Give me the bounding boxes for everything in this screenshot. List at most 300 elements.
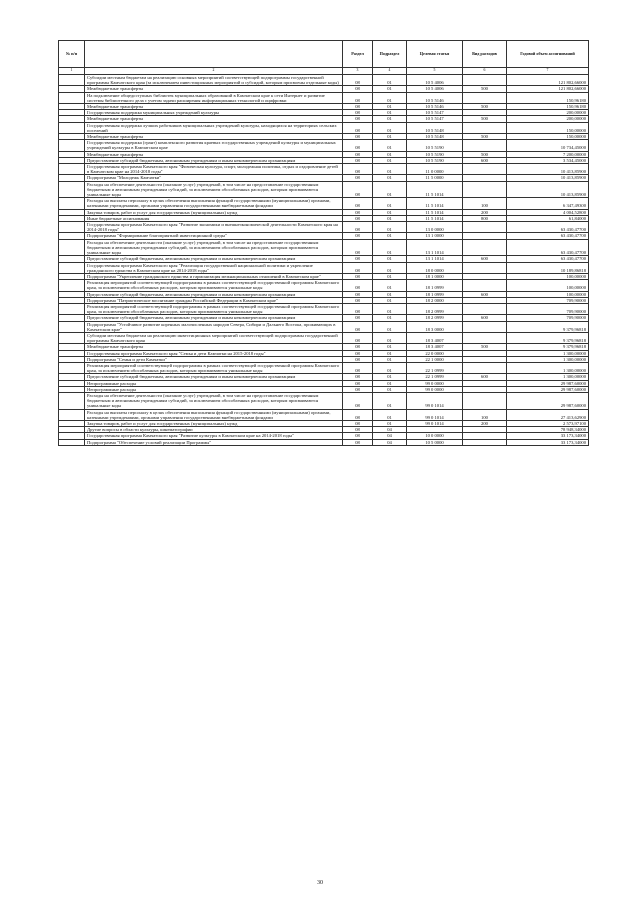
column-number: 2	[85, 68, 343, 75]
row-podrazdel-cell: 01	[373, 280, 407, 291]
row-name-cell: Реализация мероприятий соответствующей подпрограммы в рамках соответствующей государственной программы Камчатского края, за исключением обособленных расходов, которым присваиваются уникальные коды	[85, 303, 343, 314]
row-podrazdel-cell: 01	[373, 198, 407, 209]
header-expense-type: Вид расходов	[463, 41, 507, 68]
row-name-cell: Субсидии местным бюджетам на реализацию основных мероприятий соответствующей подпрограммы государственной программы Камчатского края (за исключением инвестиционных мероприятий и субсидий, которым присвоены отдельные коды)	[85, 75, 343, 86]
row-podrazdel-cell: 01	[373, 110, 407, 116]
row-name-cell: Подпрограмма "Устойчивое развитие коренных малочисленных народов Севера, Сибири и Дальнего Востока, проживающих в Камчатском крае"	[85, 321, 343, 332]
row-expense-type-cell: 500	[463, 151, 507, 157]
row-target-article-cell: 13 1 1014	[407, 256, 463, 262]
row-name-cell: Подпрограмма "Обеспечение условий реализации Программы"	[85, 439, 343, 445]
row-name-cell: Расходы на обеспечение деятельности (оказание услуг) учреждений, в том числе на предоставление государственным бюджетным и автономным учреждениям субсидий, за исключением обособленных расходов, которым присваиваются уникальные коды	[85, 181, 343, 198]
row-podrazdel-cell: 01	[373, 181, 407, 198]
row-podrazdel-cell: 01	[373, 321, 407, 332]
row-amount-cell: 29 987,60000	[507, 386, 589, 392]
row-name-cell: Непрограммные расходы	[85, 380, 343, 386]
row-number-cell	[59, 92, 85, 103]
row-target-article-cell: 13 1 1014	[407, 239, 463, 256]
row-amount-cell: 100,00000	[507, 273, 589, 279]
row-expense-type-cell	[463, 332, 507, 343]
row-target-article-cell: 22 1 0000	[407, 356, 463, 362]
row-razdel-cell: 08	[343, 209, 373, 215]
row-name-cell: Подпрограмма "Формирование благоприятной инвестиционной среды"	[85, 233, 343, 239]
row-target-article-cell: 11 0 0000	[407, 164, 463, 175]
table-row	[59, 92, 589, 103]
row-podrazdel-cell: 01	[373, 215, 407, 221]
row-podrazdel-cell: 01	[373, 297, 407, 303]
row-expense-type-cell	[463, 321, 507, 332]
row-amount-cell: 6 347,49300	[507, 198, 589, 209]
table-body	[59, 75, 589, 446]
row-amount-cell: 63 430,47700	[507, 256, 589, 262]
row-razdel-cell: 08	[343, 222, 373, 233]
row-expense-type-cell: 200	[463, 420, 507, 426]
row-number-cell	[59, 409, 85, 420]
row-target-article-cell: 18 3 4007	[407, 332, 463, 343]
row-name-cell: Расходы на выплаты персоналу в целях обеспечения выполнения функций государственными (муниципальными) органами, казенными учреждениями, органами управления государственными внебюджетными фондами	[85, 198, 343, 209]
row-name-cell: Другие вопросы в области культуры, кинематографии	[85, 427, 343, 433]
row-amount-cell: 121 802,66000	[507, 86, 589, 92]
row-expense-type-cell: 600	[463, 291, 507, 297]
row-target-article-cell: 11 5 0000	[407, 175, 463, 181]
row-expense-type-cell: 600	[463, 157, 507, 163]
row-expense-type-cell	[463, 222, 507, 233]
row-target-article-cell: 10 5 4006	[407, 75, 463, 86]
row-expense-type-cell	[463, 303, 507, 314]
row-podrazdel-cell: 01	[373, 386, 407, 392]
row-number-cell	[59, 198, 85, 209]
table-header-row	[59, 41, 589, 68]
row-target-article-cell: 22 1 0999	[407, 374, 463, 380]
row-podrazdel-cell: 01	[373, 303, 407, 314]
row-name-cell: Межбюджетные трансферты	[85, 344, 343, 350]
row-expense-type-cell: 600	[463, 374, 507, 380]
row-target-article-cell: 10 5 5148	[407, 134, 463, 140]
row-amount-cell: 100,00000	[507, 280, 589, 291]
page-number: 30	[317, 880, 323, 886]
row-podrazdel-cell: 01	[373, 164, 407, 175]
budget-table-sheet	[58, 40, 588, 446]
row-name-cell: Государственная программа Камчатского края "Физическая культура, спорт, молодежная политика, отдых и оздоровление детей в Камчатском крае на 2014-2018 годы"	[85, 164, 343, 175]
row-amount-cell: 63 430,47700	[507, 239, 589, 256]
row-razdel-cell: 08	[343, 198, 373, 209]
column-number: 7	[507, 68, 589, 75]
row-expense-type-cell	[463, 75, 507, 86]
row-amount-cell: 10 413,85900	[507, 175, 589, 181]
row-razdel-cell: 08	[343, 239, 373, 256]
row-razdel-cell: 08	[343, 409, 373, 420]
row-target-article-cell: 10 5 5147	[407, 110, 463, 116]
row-number-cell	[59, 140, 85, 151]
row-amount-cell: 63 430,47700	[507, 233, 589, 239]
row-podrazdel-cell: 04	[373, 439, 407, 445]
row-podrazdel-cell: 01	[373, 409, 407, 420]
row-target-article-cell: 22 0 0000	[407, 350, 463, 356]
row-podrazdel-cell: 01	[373, 222, 407, 233]
row-podrazdel-cell: 04	[373, 427, 407, 433]
row-name-cell: Предоставление субсидий бюджетным, автономным учреждениям и иным некоммерческим организациям	[85, 256, 343, 262]
row-target-article-cell: 99 0 1014	[407, 409, 463, 420]
row-expense-type-cell	[463, 140, 507, 151]
row-target-article-cell: 13 1 0000	[407, 233, 463, 239]
row-razdel-cell: 08	[343, 315, 373, 321]
row-podrazdel-cell: 01	[373, 392, 407, 409]
row-target-article-cell: 11 5 1014	[407, 209, 463, 215]
row-amount-cell: 78 948,34000	[507, 427, 589, 433]
row-name-cell: Предоставление субсидий бюджетным, автономным учреждениям и иным некоммерческим организациям	[85, 291, 343, 297]
row-expense-type-cell: 600	[463, 315, 507, 321]
row-target-article-cell: 18 2 0999	[407, 315, 463, 321]
table-row	[59, 262, 589, 273]
row-name-cell: Подпрограмма "Семья и дети Камчатки"	[85, 356, 343, 362]
header-target-article: Целевая статья	[407, 41, 463, 68]
row-podrazdel-cell: 01	[373, 362, 407, 373]
row-podrazdel-cell: 01	[373, 92, 407, 103]
row-expense-type-cell: 100	[463, 409, 507, 420]
row-razdel-cell: 08	[343, 110, 373, 116]
row-amount-cell: 9 379,96818	[507, 344, 589, 350]
table-row	[59, 164, 589, 175]
row-expense-type-cell: 600	[463, 256, 507, 262]
row-razdel-cell: 08	[343, 321, 373, 332]
row-expense-type-cell: 500	[463, 116, 507, 122]
column-number: 6	[463, 68, 507, 75]
row-name-cell: Расходы на обеспечение деятельности (оказание услуг) учреждений, в том числе на предоставление государственным бюджетным и автономным учреждениям субсидий, за исключением обособленных расходов, которым присваиваются уникальные коды	[85, 392, 343, 409]
row-target-article-cell: 10 0 0000	[407, 433, 463, 439]
row-number-cell	[59, 75, 85, 86]
column-number: 4	[373, 68, 407, 75]
row-podrazdel-cell: 01	[373, 332, 407, 343]
row-name-cell: Подпрограмма "Патриотическое воспитание граждан Российской Федерации в Камчатском крае"	[85, 297, 343, 303]
row-razdel-cell: 08	[343, 439, 373, 445]
row-target-article-cell: 99 0 1014	[407, 420, 463, 426]
row-name-cell: Подпрограмма "Укрепление гражданского единства и гармонизация межнациональных отношений в Камчатском крае"	[85, 273, 343, 279]
row-amount-cell: 3 534,45000	[507, 157, 589, 163]
table-row	[59, 122, 589, 133]
row-razdel-cell: 08	[343, 362, 373, 373]
row-name-cell: Расходы на обеспечение деятельности (оказание услуг) учреждений, в том числе на предоставление государственным бюджетным и автономным учреждениям субсидий, за исключением обособленных расходов, которым присваиваются уникальные коды	[85, 239, 343, 256]
row-razdel-cell: 08	[343, 297, 373, 303]
column-number-row	[59, 68, 589, 75]
row-razdel-cell: 08	[343, 122, 373, 133]
row-name-cell: Иные бюджетные ассигнования	[85, 215, 343, 221]
row-target-article-cell: 11 5 1014	[407, 198, 463, 209]
table-row	[59, 439, 589, 445]
row-razdel-cell: 08	[343, 420, 373, 426]
row-podrazdel-cell: 01	[373, 175, 407, 181]
row-podrazdel-cell: 01	[373, 350, 407, 356]
row-expense-type-cell: 100	[463, 198, 507, 209]
row-name-cell: Субсидии местным бюджетам на реализацию инвестиционных мероприятий соответствующей подпрограммы государственной программы Камчатского края	[85, 332, 343, 343]
table-row	[59, 280, 589, 291]
row-podrazdel-cell: 01	[373, 122, 407, 133]
row-podrazdel-cell: 04	[373, 433, 407, 439]
header-name	[85, 41, 343, 68]
row-target-article-cell: 99 0 0000	[407, 386, 463, 392]
row-amount-cell: 27 413,62900	[507, 409, 589, 420]
row-expense-type-cell: 500	[463, 134, 507, 140]
row-target-article-cell: 11 5 1014	[407, 215, 463, 221]
row-amount-cell: 4 004,52800	[507, 209, 589, 215]
row-number-cell	[59, 321, 85, 332]
row-target-article-cell: 10 5 5190	[407, 157, 463, 163]
table-row	[59, 332, 589, 343]
row-name-cell: Непрограммные расходы	[85, 386, 343, 392]
row-target-article-cell: 13 0 0000	[407, 222, 463, 233]
row-number-cell	[59, 262, 85, 273]
row-name-cell: Межбюджетные трансферты	[85, 104, 343, 110]
row-podrazdel-cell: 01	[373, 116, 407, 122]
row-expense-type-cell	[463, 392, 507, 409]
budget-table	[58, 40, 589, 446]
row-razdel-cell: 08	[343, 175, 373, 181]
row-target-article-cell: 22 1 0999	[407, 362, 463, 373]
table-row	[59, 222, 589, 233]
row-target-article-cell: 18 1 0000	[407, 273, 463, 279]
row-number-cell	[59, 181, 85, 198]
row-amount-cell: 150,00000	[507, 122, 589, 133]
row-razdel-cell: 08	[343, 433, 373, 439]
row-expense-type-cell: 500	[463, 86, 507, 92]
row-expense-type-cell: 500	[463, 104, 507, 110]
row-name-cell: Предоставление субсидий бюджетным, автономным учреждениям и иным некоммерческим организациям	[85, 374, 343, 380]
row-amount-cell: 121 802,66000	[507, 75, 589, 86]
row-number-cell	[59, 332, 85, 343]
row-razdel-cell: 08	[343, 134, 373, 140]
row-razdel-cell: 08	[343, 350, 373, 356]
table-row	[59, 75, 589, 86]
row-target-article-cell: 99 0 0000	[407, 380, 463, 386]
row-name-cell: Реализация мероприятий соответствующей подпрограммы в рамках соответствующей государственной программы Камчатского края, за исключением обособленных расходов, которым присваиваются уникальные коды	[85, 280, 343, 291]
row-amount-cell: 61,84000	[507, 215, 589, 221]
row-podrazdel-cell: 01	[373, 315, 407, 321]
row-name-cell: Расходы на выплаты персоналу в целях обеспечения выполнения функций государственными (муниципальными) органами, казенными учреждениями, органами управления государственными внебюджетными фондами	[85, 409, 343, 420]
row-amount-cell: 200,00000	[507, 116, 589, 122]
row-number-cell	[59, 280, 85, 291]
row-amount-cell: 7 200,00000	[507, 151, 589, 157]
row-number-cell	[59, 303, 85, 314]
row-amount-cell: 1 300,00000	[507, 356, 589, 362]
row-amount-cell: 150,96180	[507, 92, 589, 103]
row-amount-cell: 29 987,60000	[507, 380, 589, 386]
row-number-cell	[59, 239, 85, 256]
row-podrazdel-cell: 01	[373, 140, 407, 151]
row-expense-type-cell	[463, 92, 507, 103]
header-annual-amount: Годовой объем ассигнований	[507, 41, 589, 68]
row-target-article-cell: 10 5 4006	[407, 86, 463, 92]
row-target-article-cell: 10 5 5146	[407, 104, 463, 110]
row-podrazdel-cell: 01	[373, 380, 407, 386]
row-podrazdel-cell: 01	[373, 104, 407, 110]
table-row	[59, 303, 589, 314]
row-amount-cell: 709,90000	[507, 315, 589, 321]
row-name-cell: Межбюджетные трансферты	[85, 86, 343, 92]
row-target-article-cell: 10 5 5147	[407, 116, 463, 122]
header-num: № п/п	[59, 41, 85, 68]
row-razdel-cell: 08	[343, 280, 373, 291]
row-amount-cell: 150,00000	[507, 134, 589, 140]
row-podrazdel-cell: 01	[373, 291, 407, 297]
row-razdel-cell: 08	[343, 262, 373, 273]
row-razdel-cell: 08	[343, 92, 373, 103]
row-name-cell: Государственная поддержка лучших работников муниципальных учреждений культуры, находящихся на территориях сельских поселений	[85, 122, 343, 133]
row-razdel-cell: 08	[343, 374, 373, 380]
row-amount-cell: 29 987,60000	[507, 392, 589, 409]
row-razdel-cell: 08	[343, 332, 373, 343]
column-number: 3	[343, 68, 373, 75]
row-amount-cell: 10 413,85900	[507, 181, 589, 198]
row-amount-cell: 9 379,96818	[507, 321, 589, 332]
row-razdel-cell: 08	[343, 273, 373, 279]
row-podrazdel-cell: 01	[373, 344, 407, 350]
row-target-article-cell: 99 0 1014	[407, 392, 463, 409]
row-expense-type-cell	[463, 362, 507, 373]
row-name-cell: Межбюджетные трансферты	[85, 134, 343, 140]
row-razdel-cell: 08	[343, 164, 373, 175]
row-podrazdel-cell: 01	[373, 75, 407, 86]
row-razdel-cell: 08	[343, 215, 373, 221]
row-expense-type-cell: 200	[463, 209, 507, 215]
row-target-article-cell: 11 5 1014	[407, 181, 463, 198]
row-name-cell: Государственная программа Камчатского края "Реализация государственной национальной политики и укрепление гражданского единства в Камчатском крае на 2014-2018 годы"	[85, 262, 343, 273]
header-podrazdel: Подраздел	[373, 41, 407, 68]
table-row	[59, 392, 589, 409]
row-razdel-cell: 08	[343, 344, 373, 350]
row-amount-cell: 9 379,96818	[507, 332, 589, 343]
row-name-cell: Закупка товаров, работ и услуг для государственных (муниципальных) нужд	[85, 209, 343, 215]
row-razdel-cell: 08	[343, 256, 373, 262]
column-number: 5	[407, 68, 463, 75]
table-row	[59, 321, 589, 332]
row-amount-cell: 33 173,34000	[507, 439, 589, 445]
row-razdel-cell: 08	[343, 140, 373, 151]
row-amount-cell: 10 189,86818	[507, 262, 589, 273]
row-amount-cell: 709,90000	[507, 303, 589, 314]
row-razdel-cell: 08	[343, 151, 373, 157]
row-name-cell: Государственная программа Камчатского края "Семья и дети Камчатки на 2015-2018 годы"	[85, 350, 343, 356]
row-target-article-cell: 10 5 0000	[407, 439, 463, 445]
row-razdel-cell: 08	[343, 380, 373, 386]
row-podrazdel-cell: 01	[373, 209, 407, 215]
row-razdel-cell: 08	[343, 157, 373, 163]
row-razdel-cell: 08	[343, 233, 373, 239]
row-podrazdel-cell: 01	[373, 134, 407, 140]
row-podrazdel-cell: 01	[373, 262, 407, 273]
row-expense-type-cell: 500	[463, 344, 507, 350]
row-target-article-cell: 18 3 4007	[407, 344, 463, 350]
row-razdel-cell: 08	[343, 116, 373, 122]
row-expense-type-cell	[463, 164, 507, 175]
column-number: 1	[59, 68, 85, 75]
row-target-article-cell: 10 5 5146	[407, 92, 463, 103]
row-target-article-cell: 10 5 5148	[407, 122, 463, 133]
row-razdel-cell: 08	[343, 303, 373, 314]
row-expense-type-cell	[463, 122, 507, 133]
row-razdel-cell: 08	[343, 386, 373, 392]
row-target-article-cell: 10 5 5190	[407, 140, 463, 151]
row-razdel-cell: 08	[343, 427, 373, 433]
row-number-cell	[59, 222, 85, 233]
row-amount-cell: 63 430,47700	[507, 222, 589, 233]
row-podrazdel-cell: 01	[373, 356, 407, 362]
row-razdel-cell: 08	[343, 86, 373, 92]
row-name-cell: Реализация мероприятий соответствующей подпрограммы в рамках соответствующей государственной программы Камчатского края, за исключением обособленных расходов, которым присваиваются уникальные коды	[85, 362, 343, 373]
table-row	[59, 362, 589, 373]
row-name-cell: Подпрограмма "Молодежь Камчатки"	[85, 175, 343, 181]
row-podrazdel-cell: 01	[373, 86, 407, 92]
row-amount-cell: 10 734,45000	[507, 140, 589, 151]
row-target-article-cell: 18 1 0999	[407, 291, 463, 297]
row-amount-cell: 33 173,34000	[507, 433, 589, 439]
row-amount-cell: 100,00000	[507, 291, 589, 297]
row-target-article-cell: 18 1 0999	[407, 280, 463, 291]
row-name-cell: Предоставление субсидий бюджетным, автономным учреждениям и иным некоммерческим организациям	[85, 157, 343, 163]
row-target-article-cell: 18 2 0999	[407, 303, 463, 314]
row-name-cell: Закупка товаров, работ и услуг для государственных (муниципальных) нужд	[85, 420, 343, 426]
row-number-cell	[59, 439, 85, 445]
row-podrazdel-cell: 01	[373, 239, 407, 256]
row-podrazdel-cell: 01	[373, 157, 407, 163]
row-number-cell	[59, 392, 85, 409]
row-target-article-cell: 18 2 0000	[407, 297, 463, 303]
row-podrazdel-cell: 01	[373, 256, 407, 262]
row-name-cell: Государственная поддержка (грант) комплексного развития краевых государственных учреждений культуры и муниципальных учреждений культуры в Камчатском крае	[85, 140, 343, 151]
row-name-cell: На подключение общедоступных библиотек муниципальных образований в Камчатском крае к сети Интернет и развитие системы библиотечного дела с учетом задачи расширения информационных технологий и оцифровки	[85, 92, 343, 103]
row-podrazdel-cell: 01	[373, 273, 407, 279]
table-row	[59, 181, 589, 198]
row-name-cell: Государственная программа Камчатского края "Развитие экономики и внешнеэкономической деятельности Камчатского края на 2014-2018 годы"	[85, 222, 343, 233]
row-podrazdel-cell: 01	[373, 151, 407, 157]
row-expense-type-cell	[463, 280, 507, 291]
row-number-cell	[59, 362, 85, 373]
row-amount-cell: 2 573,97100	[507, 420, 589, 426]
row-name-cell: Государственная программа Камчатского края "Развитие культуры в Камчатском крае на 2014-2018 годы"	[85, 433, 343, 439]
row-name-cell: Государственная поддержка муниципальных учреждений культуры	[85, 110, 343, 116]
row-name-cell: Межбюджетные трансферты	[85, 116, 343, 122]
row-razdel-cell: 08	[343, 75, 373, 86]
header-razdel: Раздел	[343, 41, 373, 68]
row-expense-type-cell	[463, 181, 507, 198]
row-amount-cell: 709,90000	[507, 297, 589, 303]
row-expense-type-cell	[463, 439, 507, 445]
row-razdel-cell: 08	[343, 181, 373, 198]
table-row	[59, 239, 589, 256]
row-podrazdel-cell: 01	[373, 374, 407, 380]
row-expense-type-cell	[463, 239, 507, 256]
table-row	[59, 409, 589, 420]
row-target-article-cell: 18 0 0000	[407, 262, 463, 273]
row-name-cell: Предоставление субсидий бюджетным, автономным учреждениям и иным некоммерческим организациям	[85, 315, 343, 321]
row-razdel-cell: 08	[343, 392, 373, 409]
row-expense-type-cell: 800	[463, 215, 507, 221]
table-row	[59, 140, 589, 151]
row-razdel-cell: 08	[343, 291, 373, 297]
row-amount-cell: 200,00000	[507, 110, 589, 116]
row-amount-cell: 10 413,85900	[507, 164, 589, 175]
row-amount-cell: 150,96180	[507, 104, 589, 110]
row-number-cell	[59, 164, 85, 175]
row-target-article-cell: 18 3 0000	[407, 321, 463, 332]
row-expense-type-cell	[463, 262, 507, 273]
row-razdel-cell: 08	[343, 104, 373, 110]
row-number-cell	[59, 122, 85, 133]
row-razdel-cell: 08	[343, 356, 373, 362]
table-row	[59, 198, 589, 209]
row-target-article-cell: 10 5 5190	[407, 151, 463, 157]
row-name-cell: Межбюджетные трансферты	[85, 151, 343, 157]
row-podrazdel-cell: 01	[373, 233, 407, 239]
row-amount-cell: 1 300,00000	[507, 362, 589, 373]
row-amount-cell: 1 300,00000	[507, 350, 589, 356]
